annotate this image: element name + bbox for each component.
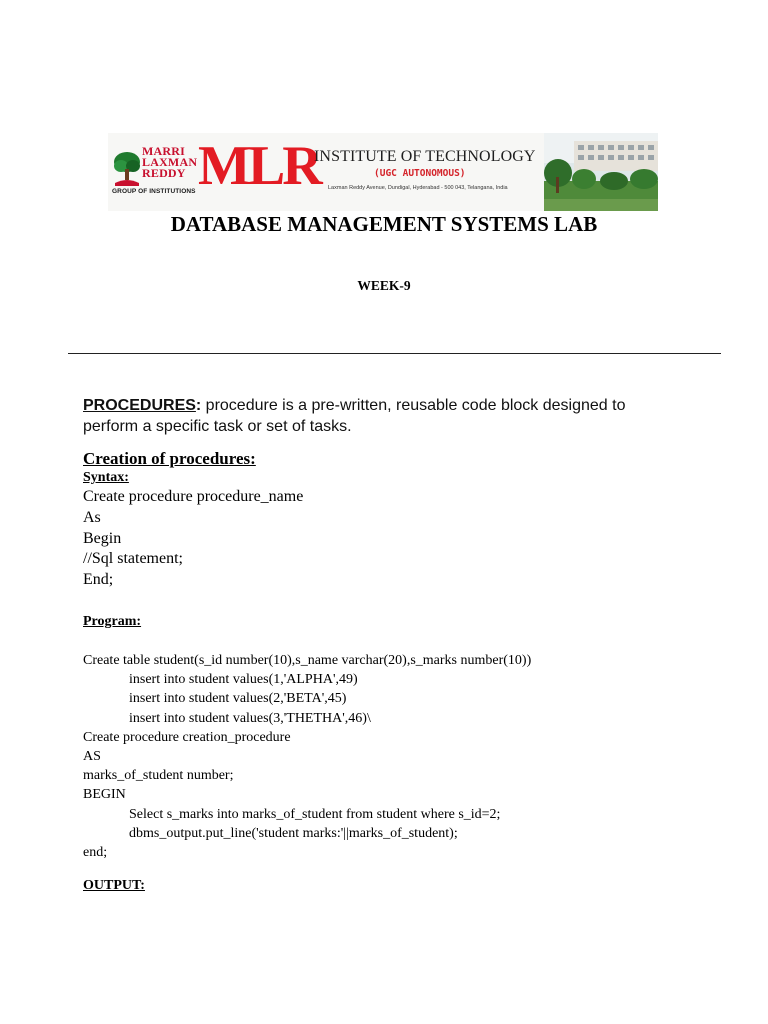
institute-name: INSTITUTE OF TECHNOLOGY — [314, 148, 536, 165]
group-name-line-3: REDDY — [142, 166, 186, 180]
horizontal-divider — [68, 353, 721, 354]
group-tagline: GROUP OF INSTITUTIONS — [112, 188, 196, 195]
program-line: BEGIN — [83, 787, 126, 803]
program-line: insert into student values(1,'ALPHA',49) — [129, 672, 358, 688]
syntax-line: //Sql statement; — [83, 550, 183, 568]
autonomy-badge: (UGC AUTONOMOUS) — [374, 168, 466, 179]
creation-heading: Creation of procedures: — [83, 449, 256, 468]
output-heading: OUTPUT: — [83, 878, 145, 893]
tree-emblem-icon — [112, 150, 142, 188]
program-line: Select s_marks into marks_of_student from student where s_id=2; — [129, 806, 501, 822]
document-title: DATABASE MANAGEMENT SYSTEMS LAB — [170, 212, 598, 236]
procedures-term: PROCEDURES — [83, 397, 196, 414]
procedures-definition — [83, 395, 683, 437]
syntax-line: As — [83, 508, 101, 526]
program-line: dbms_output.put_line('student marks:'||marks_of_student); — [129, 825, 458, 841]
mlr-logo-text: MLR — [198, 135, 320, 197]
syntax-heading: Syntax: — [83, 470, 129, 485]
program-heading: Program: — [83, 614, 142, 629]
institute-address: Laxman Reddy Avenue, Dundigal, Hyderabad - 500 043, Telangana, India — [328, 185, 508, 191]
program-line: end; — [83, 845, 108, 861]
program-line: insert into student values(2,'BETA',45) — [129, 691, 347, 707]
syntax-line: End; — [83, 571, 114, 589]
syntax-line: Create procedure procedure_name — [83, 488, 304, 505]
week-label: WEEK-9 — [357, 278, 411, 293]
campus-photo — [544, 133, 658, 211]
program-line: Create table student(s_id number(10),s_name varchar(20),s_marks number(10)) — [83, 653, 532, 668]
program-line: AS — [83, 749, 101, 765]
program-line: marks_of_student number; — [83, 768, 234, 784]
program-code-block — [83, 651, 531, 862]
procedures-colon: : — [195, 397, 202, 414]
program-line: insert into student values(3,'THETHA',46)\ — [129, 710, 371, 726]
group-name-line-2: LAXMAN — [142, 155, 198, 169]
program-line: Create procedure creation_procedure — [83, 729, 291, 745]
syntax-block — [83, 487, 303, 591]
procedures-definition-text: procedure is a pre-written, reusable code block designed to perform a specific task or set of tasks. — [83, 397, 626, 435]
group-name-line-1: MARRI — [142, 144, 185, 158]
syntax-line: Begin — [83, 529, 122, 547]
